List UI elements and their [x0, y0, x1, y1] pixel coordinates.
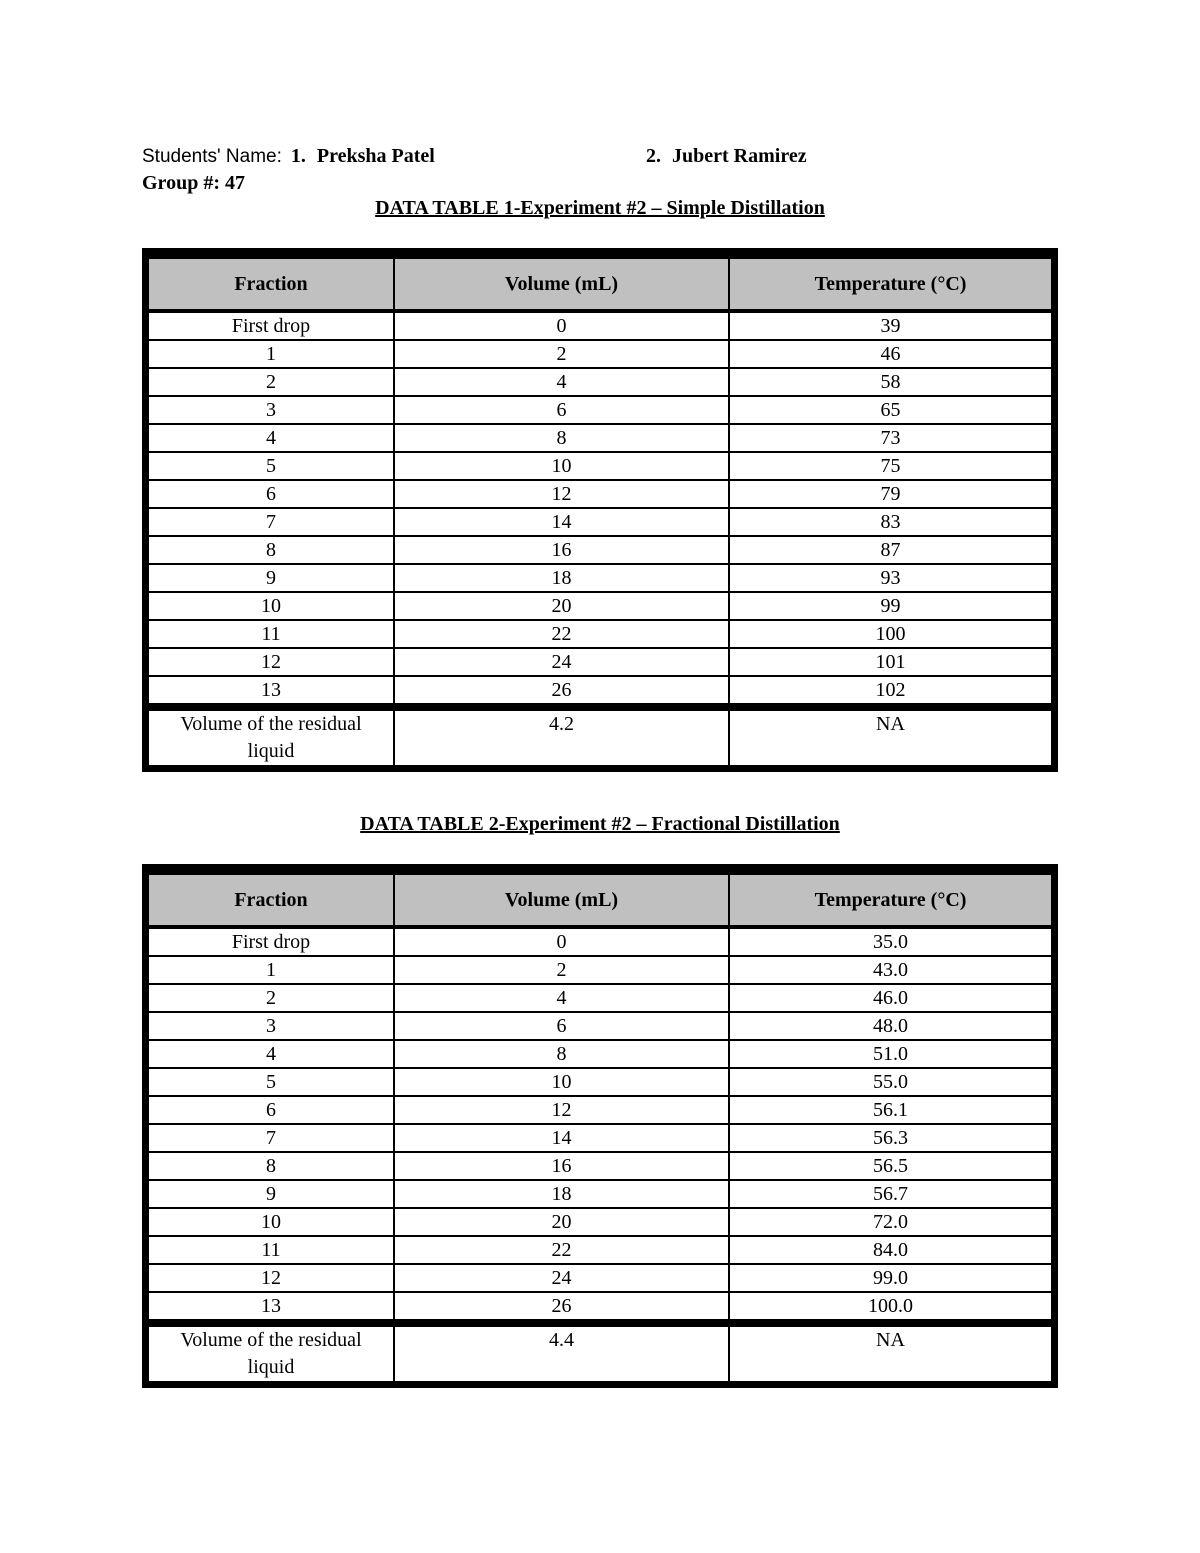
cell-fraction: 12 — [149, 648, 394, 676]
cell-temperature: 102 — [729, 676, 1051, 707]
table-row — [149, 676, 1051, 707]
cell-volume: 24 — [394, 1264, 729, 1292]
cell-temperature: 99.0 — [729, 1264, 1051, 1292]
group-number: 47 — [224, 172, 245, 194]
cell-volume: 6 — [394, 396, 729, 424]
table-header-row — [149, 875, 1051, 927]
column-header-temperature: Temperature (°C) — [729, 875, 1051, 927]
cell-temperature: 100.0 — [729, 1292, 1051, 1323]
cell-fraction: First drop — [149, 311, 394, 340]
residual-volume — [394, 1323, 729, 1381]
table-row — [149, 1264, 1051, 1292]
cell-fraction: 13 — [149, 1292, 394, 1323]
residual-volume-text: 4.4 — [549, 1329, 574, 1351]
cell-temperature: 55.0 — [729, 1068, 1051, 1096]
residual-row — [149, 707, 1051, 765]
cell-temperature: 48.0 — [729, 1012, 1051, 1040]
cell-fraction: 8 — [149, 536, 394, 564]
table2-title: DATA TABLE 2-Experiment #2 – Fractional Distillation — [360, 813, 840, 835]
cell-temperature: 93 — [729, 564, 1051, 592]
table-row — [149, 648, 1051, 676]
cell-fraction: 4 — [149, 424, 394, 452]
cell-fraction: 1 — [149, 956, 394, 984]
residual-label-text: Volume of the residual liquid — [180, 1329, 362, 1378]
cell-temperature: 84.0 — [729, 1236, 1051, 1264]
cell-volume: 16 — [394, 536, 729, 564]
cell-volume: 4 — [394, 984, 729, 1012]
table-row — [149, 592, 1051, 620]
cell-fraction: 10 — [149, 592, 394, 620]
students-name-label: Students' Name: — [142, 146, 282, 167]
table-row — [149, 956, 1051, 984]
column-header-temperature: Temperature (°C) — [729, 259, 1051, 311]
cell-fraction: 2 — [149, 368, 394, 396]
table-row — [149, 927, 1051, 956]
table-row — [149, 1124, 1051, 1152]
cell-volume: 10 — [394, 1068, 729, 1096]
table-row — [149, 424, 1051, 452]
cell-fraction: 7 — [149, 1124, 394, 1152]
student-header — [142, 143, 1058, 197]
cell-fraction: 10 — [149, 1208, 394, 1236]
cell-volume: 0 — [394, 927, 729, 956]
cell-temperature: 46.0 — [729, 984, 1051, 1012]
cell-fraction: 11 — [149, 1236, 394, 1264]
cell-temperature: 79 — [729, 480, 1051, 508]
student2-number: 2. — [646, 145, 661, 167]
cell-fraction: 9 — [149, 1180, 394, 1208]
residual-temperature — [729, 1323, 1051, 1381]
cell-fraction: 3 — [149, 396, 394, 424]
student2 — [646, 143, 807, 170]
cell-temperature: 100 — [729, 620, 1051, 648]
cell-temperature: 51.0 — [729, 1040, 1051, 1068]
cell-temperature: 46 — [729, 340, 1051, 368]
cell-fraction: 12 — [149, 1264, 394, 1292]
cell-temperature: 99 — [729, 592, 1051, 620]
cell-temperature: 35.0 — [729, 927, 1051, 956]
group-line — [142, 170, 1058, 197]
cell-volume: 12 — [394, 1096, 729, 1124]
cell-volume: 2 — [394, 956, 729, 984]
student1-number: 1. — [290, 145, 306, 167]
table-row — [149, 340, 1051, 368]
table-row — [149, 564, 1051, 592]
data-table-1 — [149, 259, 1051, 765]
cell-fraction: 7 — [149, 508, 394, 536]
table-row — [149, 1012, 1051, 1040]
column-header-volume: Volume (mL) — [394, 875, 729, 927]
table-row — [149, 1040, 1051, 1068]
cell-volume: 0 — [394, 311, 729, 340]
cell-fraction: 3 — [149, 1012, 394, 1040]
cell-temperature: 87 — [729, 536, 1051, 564]
cell-fraction: 6 — [149, 480, 394, 508]
table-row — [149, 1236, 1051, 1264]
group-label: Group #: — [142, 172, 220, 194]
cell-temperature: 56.3 — [729, 1124, 1051, 1152]
cell-temperature: 56.5 — [729, 1152, 1051, 1180]
table-row — [149, 396, 1051, 424]
cell-temperature: 56.1 — [729, 1096, 1051, 1124]
column-header-fraction: Fraction — [149, 875, 394, 927]
cell-volume: 2 — [394, 340, 729, 368]
table-row — [149, 480, 1051, 508]
cell-volume: 24 — [394, 648, 729, 676]
cell-temperature: 56.7 — [729, 1180, 1051, 1208]
table-row — [149, 508, 1051, 536]
student2-name: Jubert Ramirez — [672, 145, 807, 167]
residual-volume — [394, 707, 729, 765]
cell-fraction: 4 — [149, 1040, 394, 1068]
cell-volume: 6 — [394, 1012, 729, 1040]
cell-volume: 18 — [394, 1180, 729, 1208]
table1-frame — [142, 248, 1058, 772]
cell-volume: 8 — [394, 424, 729, 452]
cell-fraction: 13 — [149, 676, 394, 707]
residual-row — [149, 1323, 1051, 1381]
table-row — [149, 1152, 1051, 1180]
residual-temperature — [729, 707, 1051, 765]
student1-name: Preksha Patel — [316, 145, 435, 167]
cell-volume: 8 — [394, 1040, 729, 1068]
residual-label-text: Volume of the residual liquid — [180, 713, 362, 762]
table2-frame — [142, 864, 1058, 1388]
residual-volume-text: 4.2 — [549, 713, 574, 735]
cell-volume: 22 — [394, 620, 729, 648]
cell-fraction: 6 — [149, 1096, 394, 1124]
cell-volume: 4 — [394, 368, 729, 396]
students-name-line — [142, 143, 1058, 170]
residual-temperature-text: NA — [876, 713, 905, 735]
cell-volume: 22 — [394, 1236, 729, 1264]
table-row — [149, 536, 1051, 564]
cell-temperature: 58 — [729, 368, 1051, 396]
cell-volume: 10 — [394, 452, 729, 480]
cell-volume: 26 — [394, 1292, 729, 1323]
cell-volume: 20 — [394, 1208, 729, 1236]
cell-volume: 26 — [394, 676, 729, 707]
table-row — [149, 620, 1051, 648]
residual-label — [149, 1323, 394, 1381]
cell-fraction: 5 — [149, 1068, 394, 1096]
cell-temperature: 43.0 — [729, 956, 1051, 984]
cell-fraction: First drop — [149, 927, 394, 956]
residual-label — [149, 707, 394, 765]
column-header-fraction: Fraction — [149, 259, 394, 311]
cell-fraction: 9 — [149, 564, 394, 592]
cell-temperature: 73 — [729, 424, 1051, 452]
cell-volume: 12 — [394, 480, 729, 508]
cell-volume: 14 — [394, 1124, 729, 1152]
data-table-2 — [149, 875, 1051, 1381]
cell-fraction: 2 — [149, 984, 394, 1012]
cell-temperature: 101 — [729, 648, 1051, 676]
cell-temperature: 39 — [729, 311, 1051, 340]
table-row — [149, 1096, 1051, 1124]
table-row — [149, 1180, 1051, 1208]
cell-volume: 20 — [394, 592, 729, 620]
cell-volume: 14 — [394, 508, 729, 536]
cell-temperature: 75 — [729, 452, 1051, 480]
column-header-volume: Volume (mL) — [394, 259, 729, 311]
table-row — [149, 1292, 1051, 1323]
cell-temperature: 72.0 — [729, 1208, 1051, 1236]
table-row — [149, 1208, 1051, 1236]
table-row — [149, 984, 1051, 1012]
cell-fraction: 1 — [149, 340, 394, 368]
cell-volume: 18 — [394, 564, 729, 592]
residual-temperature-text: NA — [876, 1329, 905, 1351]
cell-volume: 16 — [394, 1152, 729, 1180]
cell-temperature: 65 — [729, 396, 1051, 424]
table1-title: DATA TABLE 1-Experiment #2 – Simple Distillation — [375, 197, 825, 219]
table-header-row — [149, 259, 1051, 311]
table-row — [149, 1068, 1051, 1096]
table-row — [149, 311, 1051, 340]
cell-fraction: 11 — [149, 620, 394, 648]
cell-fraction: 8 — [149, 1152, 394, 1180]
cell-fraction: 5 — [149, 452, 394, 480]
table-row — [149, 368, 1051, 396]
cell-temperature: 83 — [729, 508, 1051, 536]
table-row — [149, 452, 1051, 480]
